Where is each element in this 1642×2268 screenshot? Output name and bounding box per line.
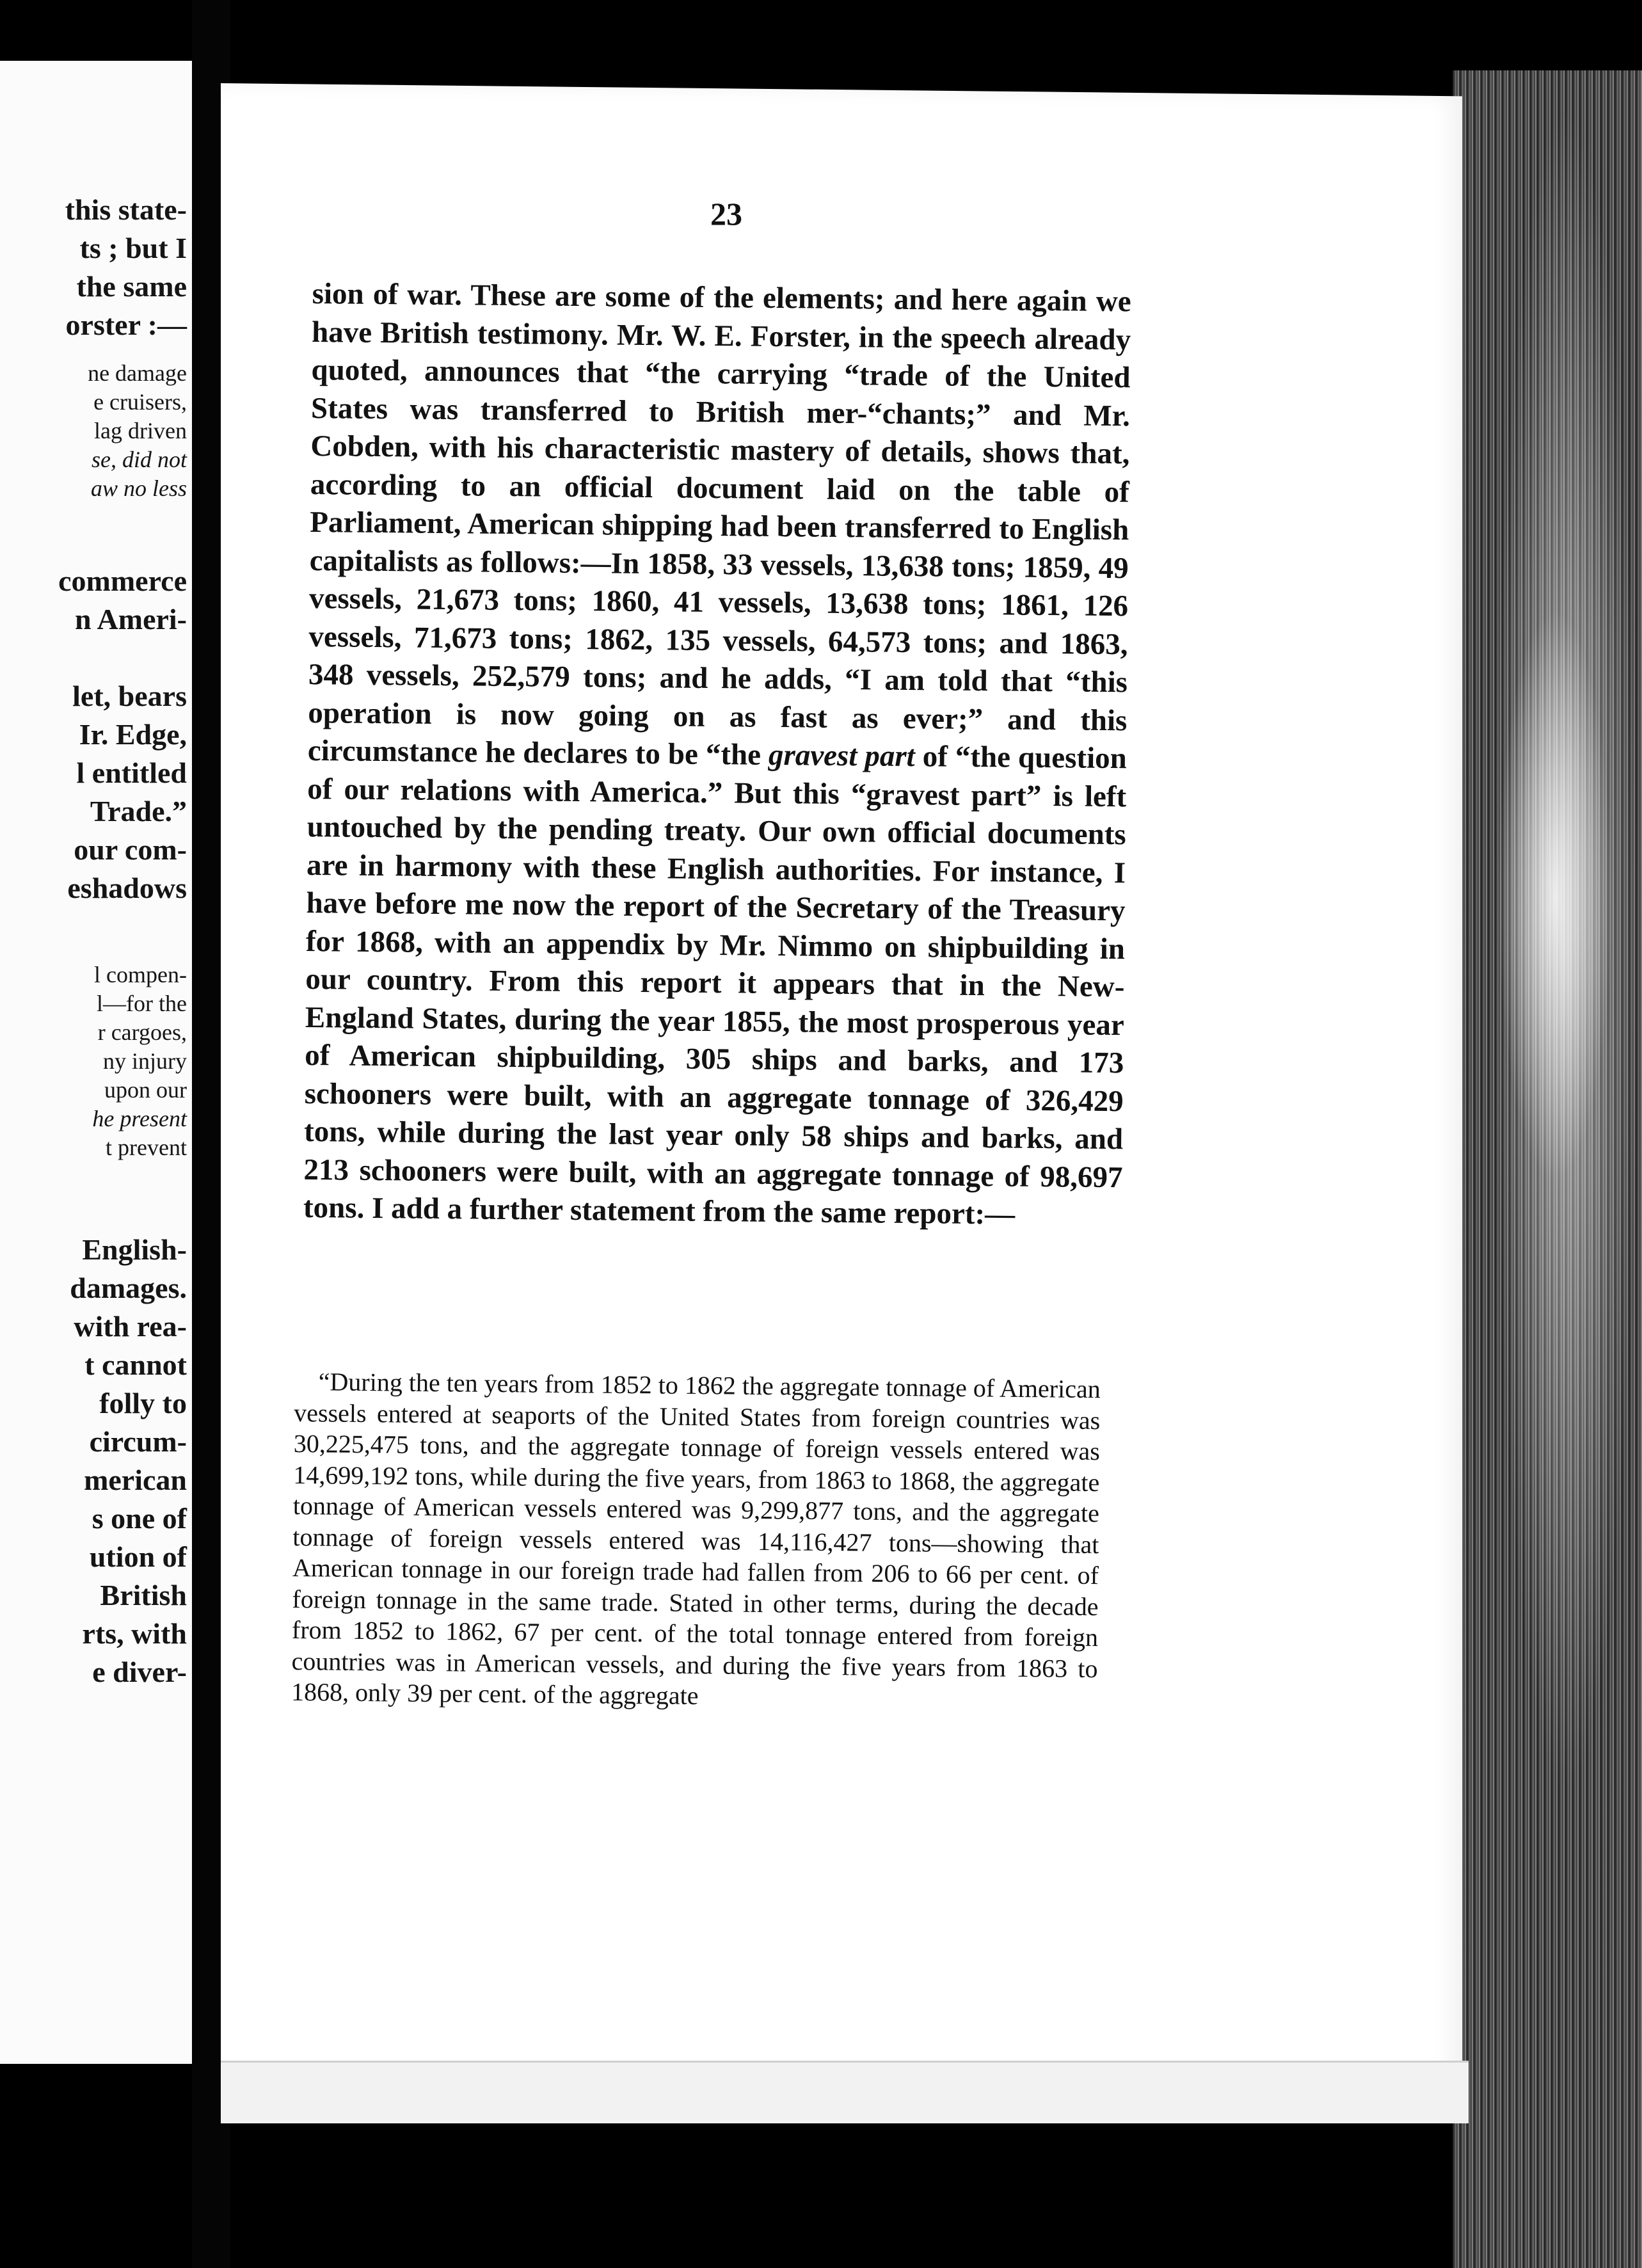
left-page-line: se, did not bbox=[92, 447, 187, 472]
left-page-line: Ir. Edge, bbox=[79, 718, 187, 751]
body-text bbox=[303, 275, 1131, 1235]
left-page-line: commerce bbox=[58, 564, 187, 597]
left-page-line: n Ameri- bbox=[74, 603, 187, 635]
left-page-line: English- bbox=[82, 1233, 187, 1266]
left-page-line: our com- bbox=[74, 833, 187, 866]
left-page-line: aw no less bbox=[90, 475, 187, 501]
left-page-line: the same bbox=[76, 270, 187, 303]
left-page-line: Trade.” bbox=[90, 795, 187, 827]
left-page-line: s one of bbox=[92, 1502, 187, 1535]
page-bottom-edge bbox=[221, 2061, 1469, 2123]
left-page-line: circum- bbox=[89, 1425, 187, 1458]
block-quote bbox=[291, 1366, 1101, 1716]
left-page-line: t cannot bbox=[84, 1348, 187, 1381]
left-page-line: ution of bbox=[89, 1540, 187, 1573]
left-page-line: upon our bbox=[104, 1077, 187, 1103]
previous-page-fragment bbox=[0, 61, 192, 2064]
left-page-line: ny injury bbox=[103, 1048, 187, 1074]
left-page-line: let, bears bbox=[72, 680, 187, 712]
left-page-line: t prevent bbox=[106, 1135, 187, 1160]
left-page-line: rts, with bbox=[82, 1617, 187, 1650]
body-text-part-2: of “the question of our relations with America.” But this “gravest part” is left untouched by the pending treaty. Our own official documents are in harmony with these English authorities. For instance, I have before me now the report of the Secretary of the Treasury for 1868, with an appendix by Mr. Nimmo on shipbuilding in our country. From this report it appears that in the New-England States, during the year 1855, the most prosperous year of American shipbuilding, 305 ships and barks, and 173 schooners were built, with an aggregate tonnage of 326,429 tons, while during the last year only 58 ships and barks, and 213 schooners were built, with an aggregate tonnage of 98,697 tons. I add a further statement from the same report:— bbox=[303, 740, 1128, 1231]
body-text-italic: gravest part bbox=[768, 738, 915, 774]
left-page-line: l—for the bbox=[97, 991, 187, 1016]
left-page-line: merican bbox=[84, 1464, 187, 1496]
left-page-line: e cruisers, bbox=[93, 389, 187, 415]
left-page-line: l entitled bbox=[76, 756, 187, 789]
body-text-part-1: sion of war. These are some of the elements; and here again we have British testimony. Mr. W. E. Forster, in the speech already quoted, announces that “the carrying “trade of the United States was transferred to British mer-“chants;” and Mr. Cobden, with his characteristic mastery of details, shows that, according to an official document laid on the table of Parliament, American shipping had been transferred to English capitalists as follows:—In 1858, 33 vessels, 13,638 tons; 1859, 49 vessels, 21,673 tons; 1860, 41 vessels, 13,638 tons; 1861, 126 vessels, 71,673 tons; 1862, 135 vessels, 64,573 tons; and 1863, 348 vessels, 252,579 tons; and he adds, “I am told that “this operation is now going on as fast as ever;” and this circumstance he declares to be “the bbox=[307, 276, 1131, 772]
page-number: 23 bbox=[710, 196, 742, 232]
left-page-line: he present bbox=[92, 1106, 187, 1131]
left-page-line: ts ; but I bbox=[79, 232, 187, 264]
left-page-line: r cargoes, bbox=[97, 1019, 187, 1045]
left-page-line: with rea- bbox=[74, 1310, 187, 1343]
body-paragraph bbox=[303, 275, 1131, 1235]
left-page-line: damages. bbox=[70, 1272, 187, 1304]
left-page-line: British bbox=[100, 1579, 187, 1611]
scan-smudge bbox=[1497, 608, 1613, 1184]
left-page-line: orster :— bbox=[65, 308, 187, 341]
left-page-line: folly to bbox=[99, 1387, 187, 1419]
left-page-line: l compen- bbox=[94, 962, 187, 987]
left-page-line: eshadows bbox=[67, 872, 187, 904]
left-page-line: e diver- bbox=[92, 1656, 187, 1688]
quote-paragraph: “During the ten years from 1852 to 1862 the aggregate tonnage of American vessels entered at seaports of the United States from foreign countries was 30,225,475 tons, and the aggregate tonnage of foreign vessels entered was 14,699,192 tons, while during the five years, from 1863 to 1868, the aggregate tonnage of American vessels entered was 9,299,877 tons, and the aggregate tonnage of foreign vessels entered was 14,116,427 tons—showing that American tonnage in our foreign trade had fallen from 206 to 66 per cent. of foreign tonnage in the same trade. Stated in other terms, during the decade from 1852 to 1862, 67 per cent. of the total tonnage entered from foreign countries was in American vessels, and during the five years from 1863 to 1868, only 39 per cent. of the aggregate bbox=[291, 1367, 1101, 1711]
left-page-line: lag driven bbox=[94, 418, 187, 443]
left-page-line: ne damage bbox=[88, 360, 187, 386]
left-page-line: this state- bbox=[65, 193, 187, 226]
